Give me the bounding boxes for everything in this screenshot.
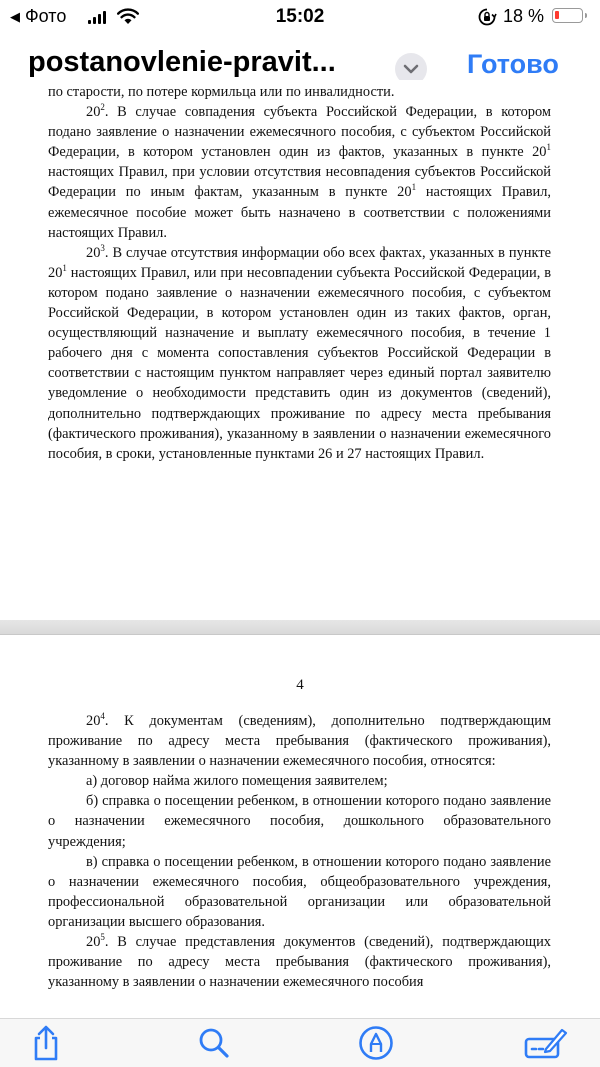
document-viewer[interactable] [0, 84, 600, 1018]
paragraph-20-3: $20^3$. В случае отсутствия информации обо всех фактах, указанных в пункте $20^1$ настоящих Правил, или при несовпадении субъекта Российской Федерации, в котором подано заявление о назначении ежемесячного пособия, с субъектом Российской Федерации, в котором установлен один из таких фактов, орган, осуществляющий назначение и выплату ежемесячного пособия, в течение 1 рабочего дня с момента сопоставления субъектов Российской Федерации в соответствии с настоящим пунктом направляет через единый портал заявителю уведомление о необходимости представить один из документов (сведений), дополнительно подтверждающих проживание по адресу места пребывания (фактического проживания), указанному в заявлении о назначении ежемесячного пособия, в сроки, установленные пунктами 26 и 27 настоящих Правил. [48, 242, 551, 462]
page-number: 4 [296, 677, 304, 693]
page-separator [0, 620, 600, 634]
search-icon [194, 1025, 234, 1061]
page-text [48, 711, 551, 992]
paragraph-20-2: $20^2$. В случае совпадения субъекта Российской Федерации, в котором подано заявление о назначении ежемесячного пособия, с субъектом Российской Федерации, в котором установлен один из фактов, указанных в пункте $20^1$ настоящих Правил, при условии отсутствия несовпадения субъектов Российской Федерации по иным фактам, указанным в пункте $20^1$ настоящих Правил, ежемесячное пособие может быть назначено в соответствии с положениями настоящих Правил. [48, 102, 551, 241]
done-button[interactable]: Готово [467, 49, 559, 79]
annotate-icon [524, 1025, 568, 1061]
paragraph-20-4: $20^4$. К документам (сведениям), дополнительно подтверждающим проживание по адресу места пребывания (фактического проживания), указанному в заявлении о назначении ежемесячного пособия, относятся: [48, 711, 551, 770]
back-triangle-icon: ◀ [10, 9, 20, 24]
status-bar [0, 0, 600, 34]
paragraph-20-5: $20^5$. В случае представления документов (сведений), подтверждающих проживание по адресу места пребывания (фактического проживания), указанному в заявлении о назначении ежемесячного пособия [48, 932, 551, 991]
list-item-a: а) договор найма жилого помещения заявителем; [86, 773, 388, 790]
cut-off-line: по старости, по потере кормильца или по инвалидности. [48, 84, 395, 100]
list-item-c: в) справка о посещении ребенком, в отношении которого подано заявление о назначении ежемесячного пособия, общеобразовательного учреждения, профессиональной образовательной организации или образовательной организации высшего образования. [48, 853, 551, 930]
search-button[interactable] [194, 1025, 234, 1061]
bottom-toolbar [0, 1018, 600, 1067]
document-page [0, 634, 600, 1035]
share-button[interactable] [26, 1025, 66, 1061]
battery-percent: 18 % [503, 6, 545, 26]
battery-icon [552, 8, 583, 23]
markup-icon [356, 1025, 396, 1061]
back-app-label: Фото [25, 6, 67, 26]
page-text [48, 82, 551, 464]
share-icon [26, 1025, 66, 1061]
orientation-lock-icon [478, 8, 496, 26]
annotate-button[interactable] [524, 1025, 564, 1061]
markup-button[interactable] [356, 1025, 396, 1061]
list-item-b: б) справка о посещении ребенком, в отношении которого подано заявление о назначении ежемесячного пособия, дошкольного образовательного учреждения; [48, 793, 551, 850]
clock: 15:02 [275, 6, 325, 27]
document-title[interactable]: postanovlenie-pravit... [28, 46, 336, 78]
battery-level-fill [555, 11, 559, 19]
